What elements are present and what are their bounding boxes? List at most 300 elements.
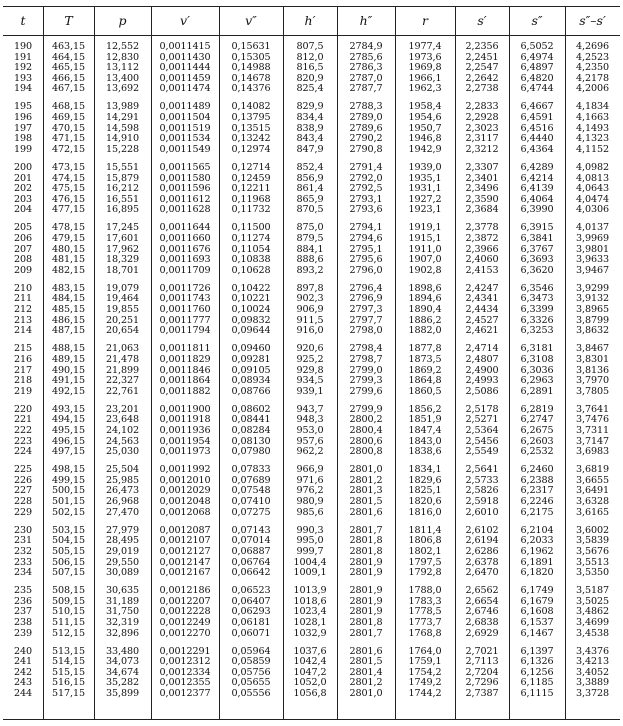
column-v-prime bbox=[153, 42, 217, 707]
cell-h-double-prime: 2791,4 bbox=[349, 161, 383, 173]
cell-s-diff: 3,9801 bbox=[576, 243, 609, 255]
cell-p: 17,245 bbox=[106, 222, 139, 234]
cell-v-prime: 0,0012249 bbox=[159, 617, 211, 628]
cell-T: 502,15 bbox=[52, 506, 85, 518]
cell-r: 1954,6 bbox=[408, 112, 442, 124]
cell-t: 191 bbox=[13, 51, 32, 63]
cell-h-prime: 856,9 bbox=[296, 172, 324, 184]
cell-s-diff: 3,9633 bbox=[576, 254, 609, 266]
cell-t: 200 bbox=[13, 161, 32, 173]
row-group bbox=[567, 526, 618, 579]
cell-T: 465,15 bbox=[52, 62, 85, 74]
cell-s-diff: 3,7311 bbox=[576, 425, 609, 436]
cell-v-double-prime: 0,15631 bbox=[231, 41, 271, 52]
cell-s-diff: 3,9299 bbox=[576, 282, 609, 294]
row-group bbox=[285, 465, 335, 518]
row-group bbox=[339, 465, 393, 518]
cell-t: 203 bbox=[13, 193, 32, 205]
cell-T: 463,15 bbox=[52, 41, 85, 52]
cell-v-prime: 0,0011596 bbox=[159, 183, 211, 195]
cell-s-diff: 3,8632 bbox=[576, 325, 609, 337]
cell-s-prime: 2,7387 bbox=[465, 688, 499, 700]
column-s-double-prime bbox=[511, 42, 563, 707]
cell-h-prime: 971,6 bbox=[296, 474, 324, 486]
cell-s-double-prime: 6,1679 bbox=[520, 595, 554, 607]
cell-t: 220 bbox=[13, 403, 32, 415]
cell-s-double-prime: 6,4516 bbox=[520, 122, 554, 134]
cell-h-prime: 807,5 bbox=[296, 41, 324, 52]
row-group bbox=[339, 344, 393, 397]
cell-s-double-prime: 6,3108 bbox=[520, 353, 554, 365]
cell-s-diff: 3,8301 bbox=[576, 353, 609, 365]
cell-v-prime: 0,0012068 bbox=[159, 506, 211, 518]
cell-T: 498,15 bbox=[52, 464, 85, 476]
cell-s-prime: 2,5733 bbox=[465, 474, 499, 486]
cell-h-double-prime: 2799,0 bbox=[349, 364, 383, 376]
cell-r: 1749,2 bbox=[408, 677, 442, 689]
row-group bbox=[45, 647, 92, 700]
cell-v-double-prime: 0,14678 bbox=[231, 72, 271, 84]
cell-r: 1797,5 bbox=[408, 556, 442, 568]
cell-r: 1958,4 bbox=[408, 101, 442, 113]
cell-h-double-prime: 2801,0 bbox=[349, 464, 383, 476]
cell-s-double-prime: 6,4440 bbox=[520, 133, 554, 145]
cell-p: 13,692 bbox=[106, 83, 139, 95]
cell-p: 12,830 bbox=[106, 51, 139, 63]
column-divider bbox=[283, 6, 284, 720]
cell-s-prime: 2,7021 bbox=[465, 645, 499, 657]
cell-s-diff: 3,3728 bbox=[576, 688, 609, 700]
cell-t: 198 bbox=[13, 133, 32, 145]
cell-p: 19,855 bbox=[106, 304, 139, 316]
cell-h-prime: 1032,9 bbox=[293, 627, 327, 639]
cell-s-prime: 2,5641 bbox=[465, 464, 499, 476]
cell-h-prime: 953,0 bbox=[296, 425, 324, 436]
row-group bbox=[5, 465, 41, 518]
cell-s-double-prime: 6,3036 bbox=[520, 364, 554, 376]
row-group bbox=[457, 163, 507, 216]
row-group bbox=[397, 344, 453, 397]
cell-h-prime: 1023,4 bbox=[293, 606, 327, 618]
cell-t: 215 bbox=[13, 343, 32, 355]
cell-h-prime: 838,9 bbox=[296, 122, 324, 134]
cell-p: 13,989 bbox=[106, 101, 139, 113]
cell-s-double-prime: 6,3399 bbox=[520, 304, 554, 316]
cell-h-double-prime: 2801,9 bbox=[349, 606, 383, 618]
cell-h-prime: 925,2 bbox=[296, 353, 324, 365]
cell-s-prime: 2,3872 bbox=[465, 233, 499, 244]
cell-v-prime: 0,0012029 bbox=[159, 485, 211, 497]
cell-p: 15,551 bbox=[106, 161, 139, 173]
row-group bbox=[153, 102, 217, 155]
cell-r: 1806,8 bbox=[408, 535, 442, 547]
row-group bbox=[96, 284, 149, 337]
cell-h-prime: 893,2 bbox=[296, 264, 324, 276]
cell-h-double-prime: 2792,5 bbox=[349, 183, 383, 195]
cell-h-double-prime: 2785,6 bbox=[349, 51, 383, 63]
cell-v-prime: 0,0011954 bbox=[159, 435, 211, 447]
cell-s-prime: 2,7113 bbox=[465, 656, 499, 668]
cell-v-prime: 0,0012228 bbox=[159, 606, 211, 618]
cell-s-double-prime: 6,2388 bbox=[520, 474, 554, 486]
row-group bbox=[221, 647, 281, 700]
cell-p: 12,552 bbox=[106, 41, 139, 52]
row-group bbox=[457, 42, 507, 95]
cell-s-double-prime: 6,4897 bbox=[520, 62, 554, 74]
cell-r: 1860,5 bbox=[408, 385, 442, 397]
cell-r: 1907,0 bbox=[408, 254, 442, 266]
cell-v-prime: 0,0011829 bbox=[159, 353, 211, 365]
column-h-prime bbox=[285, 42, 335, 707]
row-group bbox=[285, 526, 335, 579]
row-group bbox=[457, 526, 507, 579]
cell-s-diff: 3,7641 bbox=[576, 403, 609, 415]
cell-h-prime: 999,7 bbox=[296, 545, 324, 557]
cell-s-double-prime: 6,4744 bbox=[520, 83, 554, 95]
cell-s-double-prime: 6,4591 bbox=[520, 112, 554, 124]
row-group bbox=[511, 465, 563, 518]
cell-h-prime: 948,3 bbox=[296, 414, 324, 426]
cell-s-diff: 4,0982 bbox=[576, 161, 609, 173]
cell-T: 486,15 bbox=[52, 314, 85, 326]
cell-h-prime: 843,4 bbox=[296, 133, 324, 145]
cell-v-prime: 0,0011459 bbox=[159, 72, 211, 84]
cell-t: 229 bbox=[13, 506, 32, 518]
cell-t: 213 bbox=[13, 314, 32, 326]
cell-v-prime: 0,0011660 bbox=[159, 233, 211, 244]
cell-v-double-prime: 0,08130 bbox=[231, 435, 271, 447]
cell-h-prime: 1037,6 bbox=[293, 645, 327, 657]
cell-v-prime: 0,0012270 bbox=[159, 627, 211, 639]
cell-v-double-prime: 0,09832 bbox=[231, 314, 271, 326]
row-group bbox=[45, 465, 92, 518]
cell-r: 1923,1 bbox=[408, 204, 442, 216]
cell-p: 30,089 bbox=[106, 567, 139, 579]
cell-r: 1898,6 bbox=[408, 282, 442, 294]
cell-p: 21,478 bbox=[106, 353, 139, 365]
cell-v-prime: 0,0011811 bbox=[159, 343, 211, 355]
cell-v-prime: 0,0011628 bbox=[159, 204, 211, 216]
cell-v-double-prime: 0,05859 bbox=[231, 656, 271, 668]
cell-v-prime: 0,0011973 bbox=[159, 446, 211, 458]
cell-v-double-prime: 0,05556 bbox=[231, 688, 271, 700]
cell-T: 469,15 bbox=[52, 112, 85, 124]
cell-p: 29,019 bbox=[106, 545, 139, 557]
cell-s-double-prime: 6,2675 bbox=[520, 425, 554, 436]
cell-v-prime: 0,0011430 bbox=[159, 51, 211, 63]
cell-p: 28,495 bbox=[106, 535, 139, 547]
cell-v-double-prime: 0,12459 bbox=[231, 172, 271, 184]
row-group bbox=[153, 647, 217, 700]
cell-v-prime: 0,0012377 bbox=[159, 688, 211, 700]
row-group bbox=[457, 102, 507, 155]
cell-t: 197 bbox=[13, 122, 32, 134]
cell-h-double-prime: 2800,8 bbox=[349, 446, 383, 458]
cell-s-diff: 3,8799 bbox=[576, 314, 609, 326]
cell-p: 25,504 bbox=[106, 464, 139, 476]
cell-p: 22,761 bbox=[106, 385, 139, 397]
row-group bbox=[397, 284, 453, 337]
cell-h-prime: 884,1 bbox=[296, 243, 324, 255]
cell-h-double-prime: 2796,0 bbox=[349, 264, 383, 276]
cell-h-prime: 879,5 bbox=[296, 233, 324, 244]
cell-s-prime: 2,2451 bbox=[465, 51, 499, 63]
cell-h-prime: 1009,1 bbox=[293, 567, 327, 579]
row-group bbox=[45, 405, 92, 458]
cell-h-double-prime: 2794,6 bbox=[349, 233, 383, 244]
cell-v-prime: 0,0011612 bbox=[159, 193, 211, 205]
cell-h-double-prime: 2801,6 bbox=[349, 506, 383, 518]
cell-h-double-prime: 2801,3 bbox=[349, 485, 383, 497]
cell-p: 14,910 bbox=[106, 133, 139, 145]
row-group bbox=[221, 465, 281, 518]
cell-h-prime: 834,4 bbox=[296, 112, 324, 124]
cell-p: 14,291 bbox=[106, 112, 139, 124]
cell-v-prime: 0,0011709 bbox=[159, 264, 211, 276]
cell-t: 210 bbox=[13, 282, 32, 294]
cell-v-prime: 0,0011644 bbox=[159, 222, 211, 234]
row-group bbox=[339, 586, 393, 639]
cell-t: 228 bbox=[13, 496, 32, 508]
cell-v-prime: 0,0012147 bbox=[159, 556, 211, 568]
cell-v-double-prime: 0,06887 bbox=[231, 545, 271, 557]
row-group bbox=[511, 284, 563, 337]
row-group bbox=[339, 223, 393, 276]
column-T bbox=[45, 42, 92, 707]
cell-T: 485,15 bbox=[52, 304, 85, 316]
cell-s-prime: 2,5364 bbox=[465, 425, 499, 436]
cell-s-diff: 4,2696 bbox=[576, 41, 609, 52]
cell-s-diff: 4,0643 bbox=[576, 183, 609, 195]
cell-p: 34,674 bbox=[106, 666, 139, 678]
cell-t: 232 bbox=[13, 545, 32, 557]
cell-s-double-prime: 6,2175 bbox=[520, 506, 554, 518]
cell-r: 1946,8 bbox=[408, 133, 442, 145]
row-group bbox=[96, 42, 149, 95]
cell-p: 23,648 bbox=[106, 414, 139, 426]
cell-v-double-prime: 0,09644 bbox=[231, 325, 271, 337]
cell-h-double-prime: 2801,7 bbox=[349, 627, 383, 639]
row-group bbox=[96, 586, 149, 639]
cell-r: 1877,8 bbox=[408, 343, 442, 355]
cell-p: 15,228 bbox=[106, 143, 139, 155]
cell-h-double-prime: 2801,9 bbox=[349, 567, 383, 579]
row-group bbox=[221, 284, 281, 337]
cell-v-prime: 0,0011676 bbox=[159, 243, 211, 255]
cell-T: 480,15 bbox=[52, 243, 85, 255]
cell-p: 34,073 bbox=[106, 656, 139, 668]
cell-p: 30,635 bbox=[106, 585, 139, 597]
column-s-prime bbox=[457, 42, 507, 707]
cell-h-double-prime: 2796,4 bbox=[349, 282, 383, 294]
cell-t: 230 bbox=[13, 524, 32, 536]
cell-p: 26,473 bbox=[106, 485, 139, 497]
cell-s-prime: 2,3590 bbox=[465, 193, 499, 205]
header-s-prime: s′ bbox=[477, 13, 487, 28]
cell-T: 508,15 bbox=[52, 585, 85, 597]
cell-s-diff: 4,2178 bbox=[576, 72, 609, 84]
cell-r: 1768,8 bbox=[408, 627, 442, 639]
cell-s-prime: 2,4434 bbox=[465, 304, 499, 316]
cell-v-prime: 0,0011565 bbox=[159, 161, 211, 173]
cell-T: 467,15 bbox=[52, 83, 85, 95]
cell-s-prime: 2,2547 bbox=[465, 62, 499, 74]
row-group bbox=[96, 647, 149, 700]
cell-r: 1902,8 bbox=[408, 264, 442, 276]
column-divider bbox=[565, 6, 566, 720]
cell-v-prime: 0,0012010 bbox=[159, 474, 211, 486]
cell-s-diff: 3,4376 bbox=[576, 645, 609, 657]
column-divider bbox=[509, 6, 510, 720]
cell-h-double-prime: 2801,7 bbox=[349, 524, 383, 536]
cell-s-prime: 2,2356 bbox=[465, 41, 499, 52]
cell-T: 514,15 bbox=[52, 656, 85, 668]
row-group bbox=[285, 344, 335, 397]
cell-h-double-prime: 2798,4 bbox=[349, 343, 383, 355]
cell-T: 503,15 bbox=[52, 524, 85, 536]
row-group bbox=[96, 526, 149, 579]
cell-r: 1973,6 bbox=[408, 51, 442, 63]
cell-T: 496,15 bbox=[52, 435, 85, 447]
cell-p: 16,895 bbox=[106, 204, 139, 216]
row-group bbox=[339, 405, 393, 458]
cell-v-double-prime: 0,06642 bbox=[231, 567, 271, 579]
cell-s-diff: 4,0474 bbox=[576, 193, 609, 205]
cell-v-prime: 0,0012291 bbox=[159, 645, 211, 657]
cell-s-prime: 2,4714 bbox=[465, 343, 499, 355]
cell-T: 492,15 bbox=[52, 385, 85, 397]
cell-v-double-prime: 0,07275 bbox=[231, 506, 271, 518]
cell-s-diff: 3,9969 bbox=[576, 233, 609, 244]
cell-p: 26,968 bbox=[106, 496, 139, 508]
cell-r: 1969,8 bbox=[408, 62, 442, 74]
cell-t: 235 bbox=[13, 585, 32, 597]
cell-r: 1950,7 bbox=[408, 122, 442, 134]
cell-s-prime: 2,3212 bbox=[465, 143, 499, 155]
cell-s-prime: 2,4807 bbox=[465, 353, 499, 365]
cell-s-diff: 3,8136 bbox=[576, 364, 609, 376]
cell-h-prime: 861,4 bbox=[296, 183, 324, 195]
cell-s-double-prime: 6,1326 bbox=[520, 656, 554, 668]
row-group bbox=[397, 405, 453, 458]
cell-T: 507,15 bbox=[52, 567, 85, 579]
cell-h-prime: 1013,9 bbox=[293, 585, 327, 597]
cell-s-prime: 2,6562 bbox=[465, 585, 499, 597]
row-group bbox=[285, 405, 335, 458]
cell-s-diff: 3,5513 bbox=[576, 556, 609, 568]
cell-t: 195 bbox=[13, 101, 32, 113]
cell-h-prime: 870,5 bbox=[296, 204, 324, 216]
cell-t: 231 bbox=[13, 535, 32, 547]
cell-r: 1847,4 bbox=[408, 425, 442, 436]
cell-r: 1894,6 bbox=[408, 293, 442, 305]
cell-h-prime: 812,0 bbox=[296, 51, 324, 63]
cell-p: 19,464 bbox=[106, 293, 139, 305]
cell-T: 506,15 bbox=[52, 556, 85, 568]
row-group bbox=[339, 284, 393, 337]
cell-h-prime: 816,5 bbox=[296, 62, 324, 74]
cell-v-double-prime: 0,14988 bbox=[231, 62, 271, 74]
cell-v-prime: 0,0011534 bbox=[159, 133, 211, 145]
cell-s-double-prime: 6,2460 bbox=[520, 464, 554, 476]
cell-h-prime: 1004,4 bbox=[293, 556, 327, 568]
cell-t: 241 bbox=[13, 656, 32, 668]
cell-v-prime: 0,0012186 bbox=[159, 585, 211, 597]
cell-h-double-prime: 2793,6 bbox=[349, 204, 383, 216]
row-group bbox=[457, 223, 507, 276]
cell-p: 20,654 bbox=[106, 325, 139, 337]
cell-s-diff: 3,4699 bbox=[576, 617, 609, 628]
cell-h-prime: 929,8 bbox=[296, 364, 324, 376]
cell-s-double-prime: 6,3915 bbox=[520, 222, 554, 234]
cell-h-double-prime: 2800,6 bbox=[349, 435, 383, 447]
cell-s-double-prime: 6,3546 bbox=[520, 282, 554, 294]
cell-h-double-prime: 2790,2 bbox=[349, 133, 383, 145]
cell-T: 497,15 bbox=[52, 446, 85, 458]
cell-T: 493,15 bbox=[52, 403, 85, 415]
cell-s-prime: 2,6194 bbox=[465, 535, 499, 547]
cell-v-double-prime: 0,12714 bbox=[231, 161, 271, 173]
cell-v-double-prime: 0,05964 bbox=[231, 645, 271, 657]
cell-T: 517,15 bbox=[52, 688, 85, 700]
header-s-diff: s″–s′ bbox=[579, 13, 606, 28]
cell-v-double-prime: 0,10838 bbox=[231, 254, 271, 266]
cell-h-prime: 980,9 bbox=[296, 496, 324, 508]
steam-table bbox=[3, 6, 620, 720]
cell-h-double-prime: 2799,6 bbox=[349, 385, 383, 397]
cell-s-double-prime: 6,1467 bbox=[520, 627, 554, 639]
cell-h-double-prime: 2801,4 bbox=[349, 666, 383, 678]
cell-v-double-prime: 0,06181 bbox=[231, 617, 271, 628]
cell-s-double-prime: 6,1115 bbox=[520, 688, 554, 700]
cell-T: 487,15 bbox=[52, 325, 85, 337]
cell-t: 233 bbox=[13, 556, 32, 568]
cell-h-double-prime: 2799,3 bbox=[349, 375, 383, 387]
cell-s-diff: 3,6002 bbox=[576, 524, 609, 536]
cell-s-diff: 4,2350 bbox=[576, 62, 609, 74]
row-group bbox=[45, 586, 92, 639]
cell-v-double-prime: 0,10628 bbox=[231, 264, 271, 276]
cell-s-prime: 2,2833 bbox=[465, 101, 499, 113]
row-group bbox=[511, 647, 563, 700]
header-h-double-prime: h″ bbox=[359, 13, 373, 28]
cell-r: 1966,1 bbox=[408, 72, 442, 84]
cell-s-prime: 2,6746 bbox=[465, 606, 499, 618]
column-divider bbox=[455, 6, 456, 720]
cell-p: 22,327 bbox=[106, 375, 139, 387]
cell-t: 193 bbox=[13, 72, 32, 84]
cell-v-prime: 0,0011444 bbox=[159, 62, 211, 74]
cell-h-prime: 916,0 bbox=[296, 325, 324, 337]
cell-p: 16,212 bbox=[106, 183, 139, 195]
cell-p: 17,601 bbox=[106, 233, 139, 244]
cell-s-prime: 2,4993 bbox=[465, 375, 499, 387]
column-divider bbox=[219, 6, 220, 720]
cell-T: 491,15 bbox=[52, 375, 85, 387]
cell-r: 1783,3 bbox=[408, 595, 442, 607]
row-group bbox=[153, 526, 217, 579]
row-group bbox=[285, 284, 335, 337]
row-group bbox=[285, 42, 335, 95]
row-group bbox=[96, 163, 149, 216]
cell-T: 470,15 bbox=[52, 122, 85, 134]
cell-v-double-prime: 0,10221 bbox=[231, 293, 271, 305]
cell-t: 225 bbox=[13, 464, 32, 476]
row-group bbox=[397, 586, 453, 639]
cell-h-prime: 1052,0 bbox=[293, 677, 327, 689]
cell-T: 473,15 bbox=[52, 161, 85, 173]
cell-s-diff: 4,1493 bbox=[576, 122, 609, 134]
